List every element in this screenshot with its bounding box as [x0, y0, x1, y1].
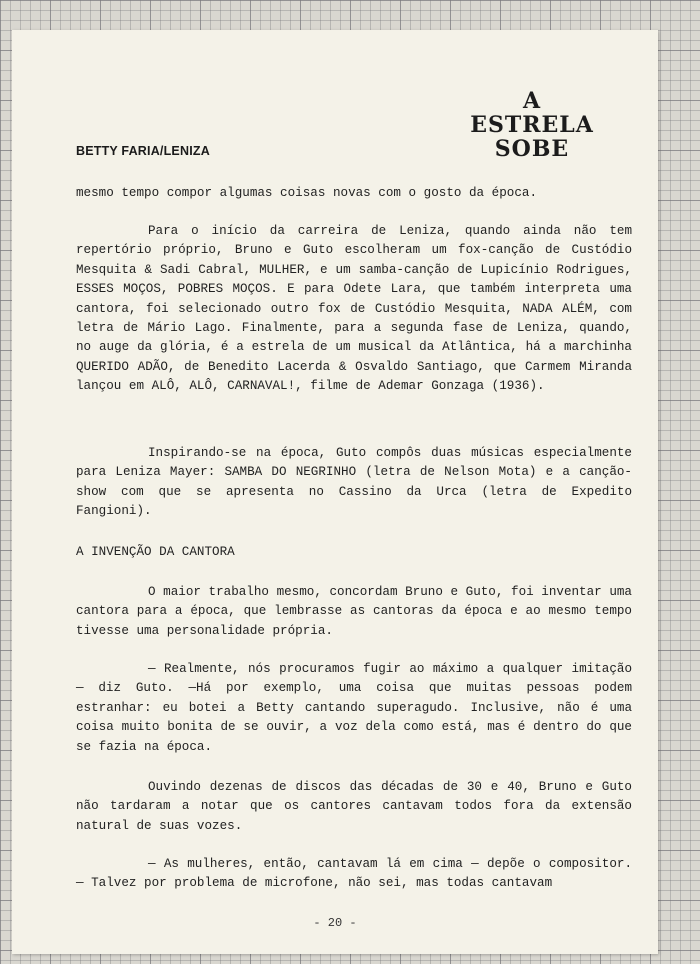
paragraph-quote-women [76, 855, 632, 894]
logo-a-estrela-sobe [452, 90, 612, 160]
section-title-block [76, 543, 632, 562]
logo-line-3: SOBE [494, 136, 570, 162]
author-heading: BETTY FARIA/LENIZA [76, 144, 210, 158]
logo-line-2: ESTRELA [470, 112, 594, 138]
paragraph-repertoire [76, 222, 632, 397]
paragraph-2: Para o início da carreira de Leniza, quando ainda não tem repertório próprio, Bruno e Guto escolheram um fox-canção de Custódio Mesquita & Sadi Cabral, MULHER, e um samba-canção de Lupicínio Rodrigues, ESSES MOÇOS, POBRES MOÇOS. E para Odete Lara, que também interpreta uma cantora, foi selecionado outro fox de Custódio Mesquita, NADA ALÉM, com letra de Mário Lago. Finalmente, para a segunda fase de Leniza, quando, no auge da glória, é a estrela de um musical da Atlântica, há a marchinha QUERIDO ADÃO, de Benedito Lacerda & Osvaldo Santiago, que Carmem Miranda lançou em ALÔ, ALÔ, CARNAVAL!, filme de Ademar Gonzaga (1936). [76, 224, 632, 394]
section-title: A INVENÇÃO DA CANTORA [76, 545, 235, 559]
paragraph-invention [76, 583, 632, 641]
paragraph-records [76, 778, 632, 836]
paragraph-7: — As mulheres, então, cantavam lá em cima — depõe o compositor. — Talvez por problema de microfone, não sei, mas todas cantavam [76, 857, 632, 891]
document-page [12, 30, 658, 954]
page-number: - 20 - [313, 916, 357, 930]
paragraph-5: — Realmente, nós procuramos fugir ao máximo a qualquer imitação — diz Guto. —Há por exemplo, uma coisa que muitas pessoas podem estranhar: eu botei a Betty cantando superagudo. Inclusive, não é uma coisa muito bonita de se ouvir, a voz dela como está, mas é dentro do que se fazia na época. [76, 662, 632, 754]
paragraph-3: Inspirando-se na época, Guto compôs duas músicas especialmente para Leniza Mayer: SAMBA DO NEGRINHO (letra de Nelson Mota) e a canção-show com que se apresenta no Cassino da Urca (letra de Expedito Fangioni). [76, 446, 632, 519]
paragraph-1: mesmo tempo compor algumas coisas novas com o gosto da época. [76, 186, 538, 200]
logo-line-1: A [522, 88, 542, 114]
paragraph-quote-guto [76, 660, 632, 757]
paragraph-4: O maior trabalho mesmo, concordam Bruno e Guto, foi inventar uma cantora para a época, que lembrasse as cantoras da época e ao mesmo tempo tivesse uma personalidade própria. [76, 585, 632, 638]
paragraph-6: Ouvindo dezenas de discos das décadas de 30 e 40, Bruno e Guto não tardaram a notar que os cantores cantavam todos fora da extensão natural de suas vozes. [76, 780, 632, 833]
paragraph-continuation [76, 184, 632, 203]
paragraph-compositions [76, 444, 632, 522]
